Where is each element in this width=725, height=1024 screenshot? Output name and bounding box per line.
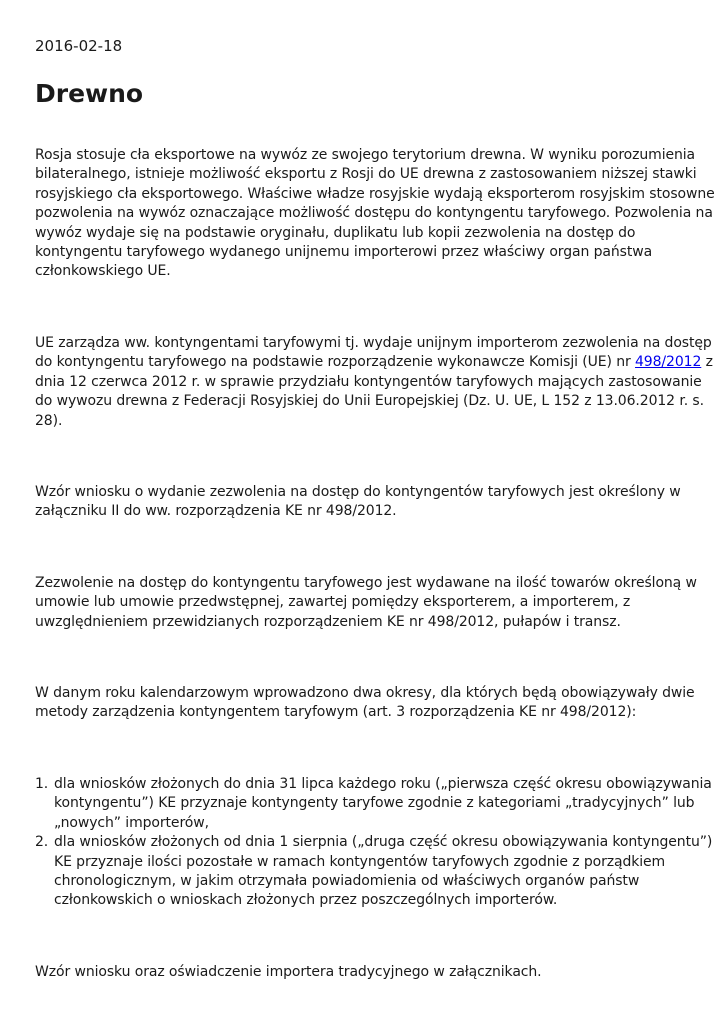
publication-date: 2016-02-18 [35, 37, 123, 55]
paragraph-permit-quantity [35, 574, 697, 632]
text-line: kontyngentu”) KE przyznaje kontyngenty taryfowe zgodnie z kategoriami „tradycyjnych” lub [54, 795, 695, 812]
text-line: Zezwolenie na dostęp do kontyngentu taryfowego jest wydawane na ilość towarów określoną w [35, 575, 697, 591]
text-line: pozwolenia na wywóz oznaczające możliwość dostępu do kontyngentu taryfowego. Pozwolenia na [35, 205, 713, 222]
list-item-number: 1. [35, 776, 49, 792]
paragraph-application-form [35, 483, 690, 522]
text-line: 28). [35, 412, 63, 429]
text-line: bilateralnego, istnieje możliwość eksportu z Rosji do UE drewna z zastosowaniem niższej stawki [35, 166, 697, 183]
text-line: dnia 12 czerwca 2012 r. w sprawie przydziału kontyngentów taryfowych mających zastosowanie [35, 373, 702, 390]
text-line: chronologicznym, w jakim otrzymała powiadomienia od właściwych organów państw [54, 873, 640, 890]
page-title: Drewno [35, 79, 144, 108]
text-line: do wywozu drewna z Federacji Rosyjskiej do Unii Europejskiej (Dz. U. UE, L 152 z 13.06.2012 r. s. [35, 393, 704, 410]
list-item-number: 2. [35, 834, 49, 851]
text-line: załączniku II do ww. rozporządzenia KE nr 498/2012. [35, 503, 397, 520]
text-line: rosyjskiego cła eksportowego. Właściwe władze rosyjskie wydają eksporterom rosyjskim stosowne [35, 185, 715, 202]
text-line: dla wniosków złożonych do dnia 31 lipca każdego roku („pierwsza część okresu obowiązywania [54, 776, 712, 792]
text-segment: z [701, 354, 713, 371]
management-methods-list [35, 775, 713, 911]
text-line: dla wniosków złożonych od dnia 1 sierpnia („druga część okresu obowiązywania kontyngentu”) [54, 834, 713, 851]
text-line [35, 353, 713, 372]
text-line: „nowych” importerów, [54, 814, 209, 831]
list-item [35, 775, 712, 833]
paragraph-closing [35, 963, 690, 982]
text-line: wywóz wydaje się na podstawie oryginału, duplikatu lub kopii zezwolenia na dostęp do [35, 224, 636, 241]
text-line: kontyngentu taryfowego wydanego unijnemu importerowi przez właściwy organ państwa [35, 244, 653, 261]
text-line: Rosja stosuje cła eksportowe na wywóz ze swojego terytorium drewna. W wyniku porozumienia [35, 147, 696, 163]
regulation-link[interactable]: 498/2012 [635, 354, 702, 371]
text-line: członkowskich o wnioskach złożonych przez poszczególnych importerów. [54, 892, 558, 909]
text-line: Wzór wniosku oraz oświadczenie importera tradycyjnego w załącznikach. [35, 964, 542, 980]
text-line: umowie lub umowie przedwstępnej, zawartej pomiędzy eksporterem, a importerem, z [35, 594, 631, 611]
list-item [35, 833, 713, 911]
text-line: W danym roku kalendarzowym wprowadzono dwa okresy, dla których będą obowiązywały dwie [35, 685, 695, 701]
text-line: Wzór wniosku o wydanie zezwolenia na dostęp do kontyngentów taryfowych jest określony w [35, 484, 681, 500]
text-line: członkowskiego UE. [35, 263, 171, 280]
text-line: uwzględnieniem przewidzianych rozporządzeniem KE nr 498/2012, pułapów i transz. [35, 613, 621, 630]
paragraph-eu-management [35, 334, 713, 431]
paragraph-export-duties [35, 146, 715, 282]
text-line: metody zarządzenia kontyngentem taryfowym (art. 3 rozporządzenia KE nr 498/2012): [35, 704, 637, 721]
text-line: KE przyznaje ilości pozostałe w ramach kontyngentów taryfowych zgodnie z porządkiem [54, 853, 666, 870]
text-segment: do kontyngentu taryfowego na podstawie rozporządzenie wykonawcze Komisji (UE) nr [35, 354, 635, 371]
text-line: UE zarządza ww. kontyngentami taryfowymi tj. wydaje unijnym importerom zezwolenia na dostęp [35, 335, 712, 351]
paragraph-periods [35, 684, 695, 723]
